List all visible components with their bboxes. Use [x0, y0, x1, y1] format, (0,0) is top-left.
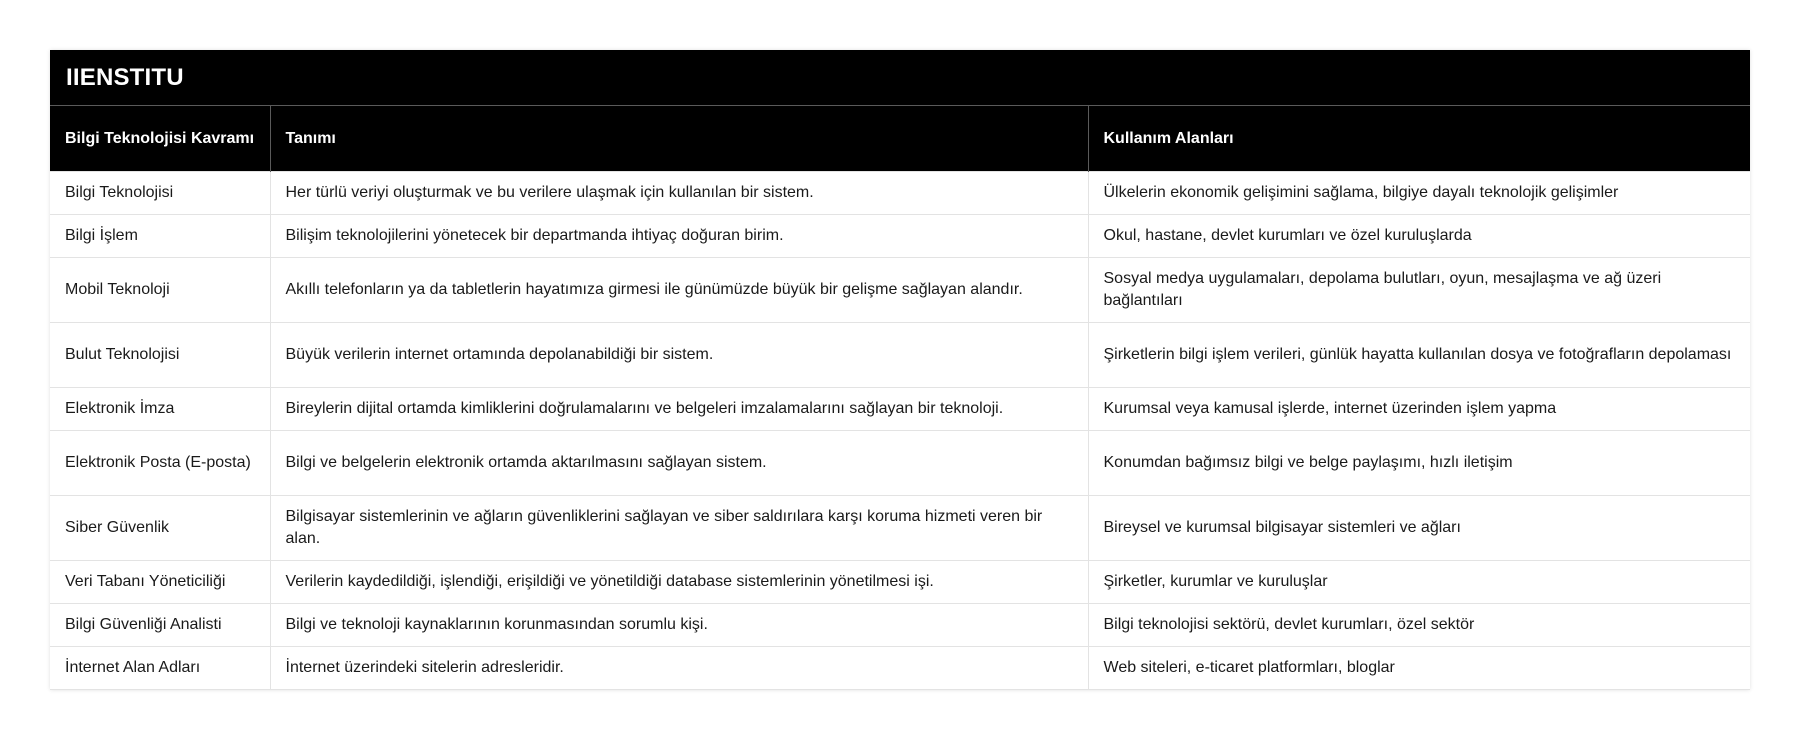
cell-usage: Bilgi teknolojisi sektörü, devlet kurumları, özel sektör [1088, 604, 1750, 647]
table-header-row [50, 106, 1750, 172]
cell-definition: Her türlü veriyi oluşturmak ve bu verilere ulaşmak için kullanılan bir sistem. [270, 172, 1088, 215]
cell-definition: Verilerin kaydedildiği, işlendiği, erişildiği ve yönetildiği database sistemlerinin yönetilmesi işi. [270, 561, 1088, 604]
cell-usage: Şirketler, kurumlar ve kuruluşlar [1088, 561, 1750, 604]
cell-usage: Bireysel ve kurumsal bilgisayar sistemleri ve ağları [1088, 496, 1750, 561]
header-usage-areas: Kullanım Alanları [1088, 106, 1750, 172]
cell-usage: Şirketlerin bilgi işlem verileri, günlük hayatta kullanılan dosya ve fotoğrafların depolaması [1088, 323, 1750, 388]
cell-definition: Bilgi ve belgelerin elektronik ortamda aktarılmasını sağlayan sistem. [270, 431, 1088, 496]
cell-definition: Büyük verilerin internet ortamında depolanabildiği bir sistem. [270, 323, 1088, 388]
info-table-card [50, 50, 1750, 690]
header-definition: Tanımı [270, 106, 1088, 172]
table-row [50, 431, 1750, 496]
cell-concept: Veri Tabanı Yöneticiliği [50, 561, 270, 604]
brand-title: IIENSTITU [50, 50, 1750, 105]
cell-usage: Ülkelerin ekonomik gelişimini sağlama, bilgiye dayalı teknolojik gelişimler [1088, 172, 1750, 215]
cell-usage: Web siteleri, e-ticaret platformları, bloglar [1088, 647, 1750, 690]
table-row [50, 647, 1750, 690]
cell-definition: Bilişim teknolojilerini yönetecek bir departmanda ihtiyaç doğuran birim. [270, 215, 1088, 258]
table-row [50, 172, 1750, 215]
cell-usage: Kurumsal veya kamusal işlerde, internet üzerinden işlem yapma [1088, 388, 1750, 431]
table-row [50, 496, 1750, 561]
table-row [50, 561, 1750, 604]
cell-usage: Okul, hastane, devlet kurumları ve özel kuruluşlarda [1088, 215, 1750, 258]
cell-concept: Bilgi Güvenliği Analisti [50, 604, 270, 647]
header-concept: Bilgi Teknolojisi Kavramı [50, 106, 270, 172]
table-row [50, 604, 1750, 647]
cell-concept: İnternet Alan Adları [50, 647, 270, 690]
cell-concept: Bilgi Teknolojisi [50, 172, 270, 215]
cell-usage: Konumdan bağımsız bilgi ve belge paylaşımı, hızlı iletişim [1088, 431, 1750, 496]
cell-definition: Bilgisayar sistemlerinin ve ağların güvenliklerini sağlayan ve siber saldırılara karşı koruma hizmeti veren bir alan. [270, 496, 1088, 561]
cell-concept: Bilgi İşlem [50, 215, 270, 258]
cell-definition: Akıllı telefonların ya da tabletlerin hayatımıza girmesi ile günümüzde büyük bir gelişme sağlayan alandır. [270, 258, 1088, 323]
cell-definition: İnternet üzerindeki sitelerin adresleridir. [270, 647, 1088, 690]
cell-concept: Mobil Teknoloji [50, 258, 270, 323]
cell-concept: Elektronik Posta (E-posta) [50, 431, 270, 496]
cell-concept: Elektronik İmza [50, 388, 270, 431]
table-row [50, 323, 1750, 388]
table-row [50, 215, 1750, 258]
cell-concept: Siber Güvenlik [50, 496, 270, 561]
cell-definition: Bilgi ve teknoloji kaynaklarının korunmasından sorumlu kişi. [270, 604, 1088, 647]
cell-definition: Bireylerin dijital ortamda kimliklerini doğrulamalarını ve belgeleri imzalamalarını sağlayan bir teknoloji. [270, 388, 1088, 431]
cell-concept: Bulut Teknolojisi [50, 323, 270, 388]
table-row [50, 388, 1750, 431]
table-row [50, 258, 1750, 323]
cell-usage: Sosyal medya uygulamaları, depolama bulutları, oyun, mesajlaşma ve ağ üzeri bağlantıları [1088, 258, 1750, 323]
concepts-table [50, 105, 1750, 690]
